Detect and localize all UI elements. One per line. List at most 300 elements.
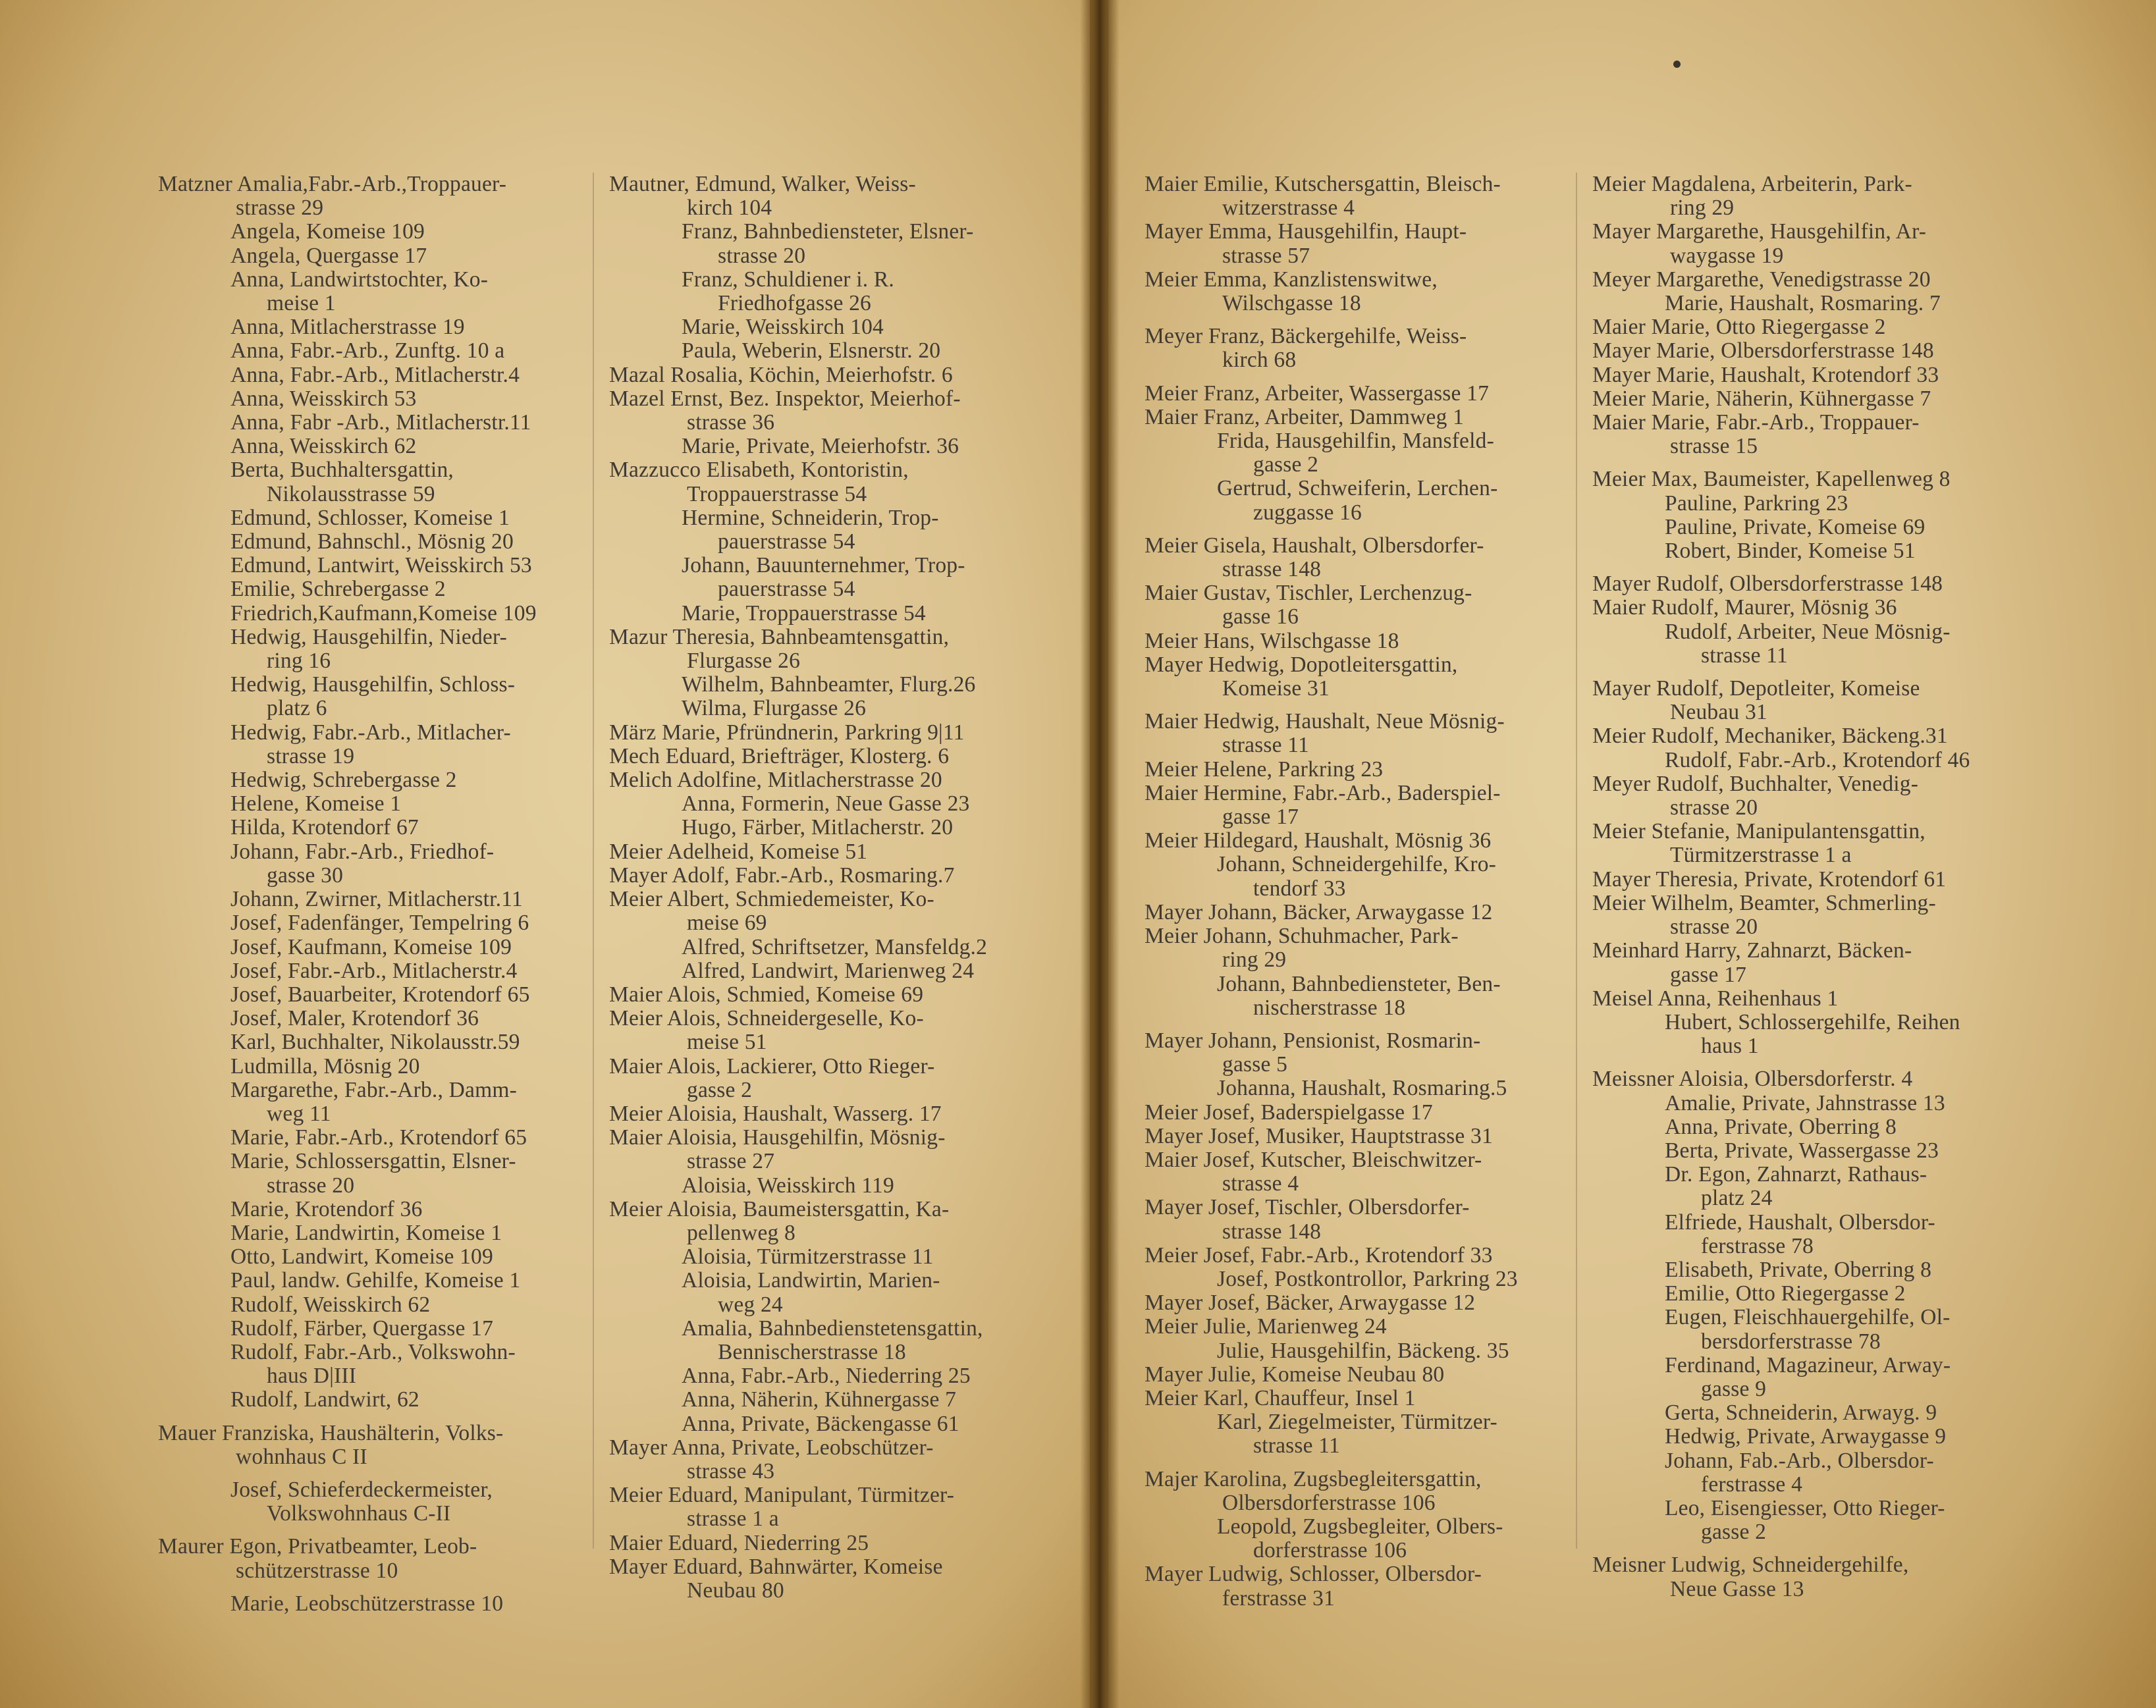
directory-entry: [609, 1555, 1044, 1603]
directory-entry: [609, 673, 1044, 697]
directory-entry: [158, 554, 586, 577]
entry-continuation: Volkswohnhaus C-II: [267, 1501, 451, 1526]
entry-continuation: strasse 20: [1670, 795, 1758, 820]
directory-entry: [1592, 1011, 2014, 1058]
entry-text: Mech Eduard, Briefträger, Klosterg. 6: [609, 743, 950, 768]
entry-continuation: strasse 148: [1222, 1219, 1322, 1244]
directory-entry: [1592, 772, 2014, 820]
entry-text: Anna, Näherin, Kühnergasse 7: [682, 1387, 957, 1412]
ink-dot: [1673, 61, 1681, 68]
entry-continuation: kirch 68: [1222, 348, 1297, 373]
directory-entry: [1592, 596, 2014, 620]
entry-continuation: schützerstrasse 10: [236, 1558, 398, 1583]
directory-entry: [158, 1245, 586, 1269]
entry-text: Josef, Bauarbeiter, Krotendorf 65: [230, 982, 530, 1007]
entry-text: Meier Josef, Fabr.-Arb., Krotendorf 33: [1145, 1242, 1493, 1268]
directory-entry: [1145, 1196, 1566, 1243]
directory-entry: [1145, 477, 1566, 524]
directory-entry: [158, 387, 586, 411]
entry-continuation: strasse 11: [1222, 733, 1309, 758]
entry-text: Ferdinand, Magazineur, Arway-: [1665, 1352, 1951, 1377]
entry-text: Wilhelm, Bahnbeamter, Flurg.26: [682, 672, 976, 697]
directory-entry: [609, 936, 1044, 959]
directory-entry: [609, 1412, 1044, 1436]
entry-text: Meisner Ludwig, Schneidergehilfe,: [1592, 1553, 1909, 1578]
directory-entry: [158, 315, 586, 339]
entry-text: Josef, Maler, Krotendorf 36: [230, 1006, 479, 1031]
entry-text: Hubert, Schlossergehilfe, Reihen: [1665, 1009, 1960, 1034]
directory-entry: [1592, 292, 2014, 315]
directory-entry: [609, 697, 1044, 720]
directory-entry: [1592, 1553, 2014, 1601]
entry-continuation: Neubau 31: [1670, 700, 1767, 725]
entry-text: Maier Franz, Arbeiter, Dammweg 1: [1145, 404, 1465, 429]
entry-text: Mayer Eduard, Bahnwärter, Komeise: [609, 1554, 943, 1579]
directory-entry: [1145, 1029, 1566, 1077]
entry-text: Anna, Formerin, Neue Gasse 23: [682, 791, 970, 816]
column-1: [158, 173, 586, 1616]
directory-entry: [1592, 1092, 2014, 1115]
entry-text: Franz, Schuldiener i. R.: [682, 267, 894, 292]
directory-entry: [1145, 924, 1566, 972]
entry-text: Maier Rudolf, Maurer, Mösnig 36: [1592, 595, 1897, 620]
directory-entry: [158, 911, 586, 935]
entry-text: Margarethe, Fabr.-Arb., Damm-: [230, 1077, 517, 1102]
entry-text: Hermine, Schneiderin, Trop-: [682, 505, 939, 530]
directory-entry: [1145, 1101, 1566, 1125]
directory-entry: [158, 530, 586, 554]
directory-entry: [609, 1245, 1044, 1269]
entry-text: Mayer Rudolf, Olbersdorferstrasse 148: [1592, 572, 1943, 597]
entry-continuation: strasse 11: [1253, 1433, 1340, 1458]
entry-text: Maier Marie, Fabr.-Arb., Troppauer-: [1592, 410, 1920, 435]
directory-entry: [1145, 629, 1566, 653]
entry-text: Meier Emma, Kanzlistenswitwe,: [1145, 267, 1438, 292]
entry-text: Mayer Josef, Musiker, Hauptstrasse 31: [1145, 1123, 1493, 1148]
entry-continuation: ferstrasse 4: [1701, 1472, 1803, 1497]
entry-continuation: ferstrasse 31: [1222, 1586, 1335, 1611]
entry-text: Maier Alois, Schmied, Komeise 69: [609, 982, 924, 1007]
directory-entry: [1145, 1410, 1566, 1458]
directory-entry: [1145, 1077, 1566, 1100]
directory-entry: [1592, 516, 2014, 539]
directory-entry: [158, 1388, 586, 1412]
directory-entry: [158, 1055, 586, 1079]
entry-continuation: gasse 17: [1670, 962, 1747, 987]
entry-text: Aloisia, Landwirtin, Marien-: [682, 1268, 940, 1293]
entry-text: Josef, Fadenfänger, Tempelring 6: [230, 911, 529, 936]
entry-text: Meier Aloisia, Haushalt, Wasserg. 17: [609, 1101, 942, 1126]
directory-entry: [609, 1126, 1044, 1173]
entry-text: Johann, Fab.-Arb., Olbersdor-: [1665, 1448, 1934, 1473]
entry-continuation: Türmitzerstrasse 1 a: [1670, 843, 1852, 868]
directory-entry: [158, 792, 586, 816]
entry-text: Mazal Rosalia, Köchin, Meierhofstr. 6: [609, 362, 953, 387]
directory-entry: [158, 506, 586, 530]
entry-text: Marie, Fabr.-Arb., Krotendorf 65: [230, 1125, 527, 1150]
directory-entry: [609, 387, 1044, 435]
entry-text: Marie, Troppauerstrasse 54: [682, 600, 926, 626]
entry-text: Mayer Theresia, Private, Krotendorf 61: [1592, 867, 1947, 892]
entry-text: Hedwig, Schrebergasse 2: [230, 768, 457, 793]
directory-entry: [609, 363, 1044, 387]
directory-entry: [158, 1269, 586, 1293]
directory-entry: [609, 864, 1044, 888]
entry-text: Anna, Weisskirch 62: [230, 434, 417, 459]
entry-text: Amalie, Private, Jahnstrasse 13: [1665, 1090, 1945, 1115]
directory-entry: [1592, 677, 2014, 724]
directory-entry: [158, 1478, 586, 1526]
directory-entry: [609, 268, 1044, 315]
entry-text: Maier Josef, Kutscher, Bleischwitzer-: [1145, 1147, 1482, 1172]
entry-text: Rudolf, Weisskirch 62: [230, 1292, 431, 1317]
entry-text: Hugo, Färber, Mitlacherstr. 20: [682, 815, 954, 840]
entry-text: Maier Marie, Otto Riegergasse 2: [1592, 315, 1886, 340]
directory-entry: [609, 626, 1044, 673]
entry-continuation: strasse 27: [687, 1149, 775, 1174]
entry-text: Rudolf, Arbeiter, Neue Mösnig-: [1665, 619, 1951, 644]
entry-continuation: meise 1: [267, 291, 336, 316]
entry-text: Angela, Komeise 109: [230, 219, 425, 244]
entry-continuation: pauerstrasse 54: [718, 577, 855, 602]
directory-entry: [1592, 387, 2014, 411]
entry-text: Meier Eduard, Manipulant, Türmitzer-: [609, 1483, 955, 1508]
directory-entry: [609, 959, 1044, 983]
entry-continuation: ring 16: [267, 649, 331, 674]
entry-text: Meyer Rudolf, Buchhalter, Venedig-: [1592, 771, 1919, 796]
entry-continuation: strasse 148: [1222, 557, 1322, 582]
directory-entry: [1145, 1515, 1566, 1562]
entry-text: Emilie, Schrebergasse 2: [230, 577, 446, 602]
entry-text: Anna, Private, Oberring 8: [1665, 1114, 1897, 1139]
directory-entry: [609, 220, 1044, 267]
entry-text: Meier Gisela, Haushalt, Olbersdorfer-: [1145, 533, 1484, 558]
entry-text: Alfred, Schriftsetzer, Mansfeldg.2: [682, 934, 988, 959]
directory-entry: [158, 1592, 586, 1616]
entry-continuation: pauerstrasse 54: [718, 529, 855, 554]
entry-text: Meier Adelheid, Komeise 51: [609, 839, 868, 864]
directory-entry: [158, 983, 586, 1007]
directory-entry: [158, 936, 586, 959]
entry-text: Anna, Fabr -Arb., Mitlacherstr.11: [230, 410, 531, 435]
entry-continuation: Bennischerstrasse 18: [718, 1339, 906, 1364]
entry-text: Franz, Bahnbediensteter, Elsner-: [682, 219, 974, 244]
directory-entry: [609, 1436, 1044, 1483]
directory-entry: [1145, 1339, 1566, 1363]
directory-entry: [609, 745, 1044, 768]
entry-text: Maier Aloisia, Hausgehilfin, Mösnig-: [609, 1125, 946, 1150]
entry-continuation: zuggasse 16: [1253, 500, 1362, 525]
directory-entry: [609, 435, 1044, 458]
entry-continuation: platz 24: [1701, 1186, 1773, 1211]
directory-entry: [1592, 1306, 2014, 1353]
directory-entry: [158, 1126, 586, 1150]
entry-text: Maier Alois, Lackierer, Otto Rieger-: [609, 1054, 935, 1079]
directory-entry: [1592, 892, 2014, 939]
entry-text: Meisel Anna, Reihenhaus 1: [1592, 986, 1839, 1011]
directory-entry: [158, 888, 586, 911]
directory-entry: [609, 768, 1044, 792]
directory-entry: [609, 1532, 1044, 1555]
entry-text: Meyer Margarethe, Venedigstrasse 20: [1592, 267, 1931, 292]
entry-text: Mayer Emma, Hausgehilfin, Haupt-: [1145, 219, 1467, 244]
column-rule-right: [1576, 173, 1577, 1549]
column-4: [1592, 173, 2014, 1601]
entry-continuation: strasse 29: [236, 196, 324, 221]
directory-entry: [609, 1102, 1044, 1126]
directory-entry: [1592, 1282, 2014, 1306]
directory-entry: [609, 1198, 1044, 1245]
directory-entry: [1592, 868, 2014, 892]
entry-text: Mazur Theresia, Bahnbeamtensgattin,: [609, 624, 950, 649]
entry-text: Paula, Weberin, Elsnerstr. 20: [682, 338, 941, 363]
entry-text: Paul, landw. Gehilfe, Komeise 1: [230, 1268, 521, 1293]
entry-text: Meier Franz, Arbeiter, Wassergasse 17: [1145, 381, 1490, 406]
directory-entry: [1592, 620, 2014, 668]
directory-entry: [609, 173, 1044, 220]
entry-continuation: strasse 36: [687, 410, 775, 435]
directory-entry: [158, 411, 586, 435]
entry-continuation: gasse 17: [1222, 805, 1299, 830]
entry-continuation: Olbersdorferstrasse 106: [1222, 1490, 1436, 1515]
directory-entry: [609, 1317, 1044, 1364]
entry-text: Gertrud, Schweiferin, Lerchen-: [1217, 476, 1498, 501]
directory-entry: [158, 1535, 586, 1582]
entry-text: Elisabeth, Private, Oberring 8: [1665, 1257, 1932, 1282]
entry-text: Maier Emilie, Kutschersgattin, Bleisch-: [1145, 172, 1501, 196]
entry-text: Meier Julie, Marienweg 24: [1145, 1314, 1387, 1339]
entry-continuation: strasse 20: [1670, 915, 1758, 940]
entry-text: Meinhard Harry, Zahnarzt, Bäcken-: [1592, 938, 1912, 963]
entry-text: Hilda, Krotendorf 67: [230, 815, 419, 840]
directory-entry: [158, 673, 586, 720]
entry-text: Amalia, Bahnbedienstetensgattin,: [682, 1316, 983, 1341]
entry-text: Mayer Johann, Bäcker, Arwaygasse 12: [1145, 899, 1493, 924]
entry-text: Mayer Rudolf, Depotleiter, Komeise: [1592, 676, 1920, 701]
entry-text: Marie, Weisskirch 104: [682, 315, 884, 340]
directory-entry: [1145, 901, 1566, 924]
directory-entry: [1592, 1425, 2014, 1449]
entry-text: Berta, Private, Wassergasse 23: [1665, 1138, 1939, 1163]
entry-text: Julie, Hausgehilfin, Bäckeng. 35: [1217, 1338, 1509, 1363]
entry-text: Marie, Schlossersgattin, Elsner-: [230, 1149, 516, 1174]
entry-continuation: kirch 104: [687, 196, 772, 221]
directory-entry: [1145, 1562, 1566, 1610]
directory-entry: [158, 268, 586, 315]
entry-continuation: nischerstrasse 18: [1253, 995, 1406, 1020]
entry-continuation: strasse 20: [718, 243, 806, 268]
entry-continuation: haus 1: [1701, 1034, 1759, 1059]
directory-entry: [1592, 315, 2014, 339]
entry-text: Meier Hildegard, Haushalt, Mösnig 36: [1145, 828, 1492, 853]
directory-entry: [1592, 1211, 2014, 1258]
directory-entry: [1592, 1497, 2014, 1544]
directory-entry: [609, 1007, 1044, 1054]
entry-text: Mayer Josef, Bäcker, Arwaygasse 12: [1145, 1291, 1476, 1316]
entry-text: Meier Albert, Schmiedemeister, Ko-: [609, 887, 934, 912]
directory-entry: [1592, 220, 2014, 267]
entry-text: Hedwig, Hausgehilfin, Schloss-: [230, 672, 516, 697]
entry-text: Karl, Buchhalter, Nikolausstr.59: [230, 1030, 520, 1055]
entry-text: Marie, Haushalt, Rosmaring. 7: [1665, 291, 1941, 316]
directory-entry: [1145, 1244, 1566, 1268]
directory-entry: [158, 220, 586, 244]
entry-continuation: pellenweg 8: [687, 1220, 795, 1245]
entry-continuation: ferstrasse 78: [1701, 1233, 1814, 1258]
directory-entry: [609, 1269, 1044, 1316]
entry-text: Edmund, Schlosser, Komeise 1: [230, 505, 510, 530]
directory-entry: [1592, 749, 2014, 772]
directory-entry: [1145, 325, 1566, 372]
directory-entry: [609, 1483, 1044, 1531]
directory-entry: [1592, 939, 2014, 986]
entry-text: Maier Gustav, Tischler, Lerchenzug-: [1145, 581, 1472, 606]
directory-entry: [158, 721, 586, 768]
entry-continuation: Wilschgasse 18: [1222, 291, 1361, 316]
directory-entry: [609, 339, 1044, 363]
directory-entry: [158, 626, 586, 673]
entry-text: Alfred, Landwirt, Marienweg 24: [682, 958, 975, 983]
entry-text: Marie, Landwirtin, Komeise 1: [230, 1220, 502, 1245]
entry-text: Anna, Private, Bäckengasse 61: [682, 1411, 959, 1436]
directory-entry: [1145, 653, 1566, 701]
column-3: [1145, 173, 1566, 1611]
entry-text: Eugen, Fleischhauergehilfe, Ol-: [1665, 1305, 1951, 1330]
entry-text: Rudolf, Färber, Quergasse 17: [230, 1316, 494, 1341]
directory-entry: [1145, 782, 1566, 829]
directory-entry: [1145, 829, 1566, 853]
directory-entry: [158, 1079, 586, 1126]
directory-entry: [158, 1341, 586, 1388]
directory-entry: [158, 1150, 586, 1197]
entry-text: Emilie, Otto Riegergasse 2: [1665, 1281, 1906, 1306]
column-2: [609, 173, 1044, 1603]
directory-entry: [1592, 572, 2014, 596]
directory-entry: [1145, 268, 1566, 315]
entry-continuation: tendorf 33: [1253, 876, 1346, 901]
entry-continuation: gasse 2: [687, 1077, 753, 1102]
directory-entry: [1592, 363, 2014, 387]
entry-text: Pauline, Private, Komeise 69: [1665, 514, 1926, 539]
directory-entry: [1145, 1315, 1566, 1339]
entry-text: Josef, Fabr.-Arb., Mitlacherstr.4: [230, 958, 518, 983]
entry-text: Maurer Egon, Privatbeamter, Leob-: [158, 1534, 477, 1559]
entry-continuation: ring 29: [1670, 196, 1735, 221]
entry-text: Anna, Fabr.-Arb., Niederring 25: [682, 1364, 971, 1389]
entry-text: Johann, Fabr.-Arb., Friedhof-: [230, 839, 495, 864]
entry-text: Dr. Egon, Zahnarzt, Rathaus-: [1665, 1162, 1927, 1187]
directory-entry: [1592, 467, 2014, 491]
directory-entry: [1592, 820, 2014, 867]
directory-entry: [158, 244, 586, 268]
book-gutter: [1080, 0, 1119, 1708]
directory-entry: [1145, 1291, 1566, 1315]
directory-entry: [1145, 1268, 1566, 1291]
entry-text: Rudolf, Fabr.-Arb., Krotendorf 46: [1665, 747, 1970, 772]
directory-entry: [609, 792, 1044, 816]
entry-text: Meier Magdalena, Arbeiterin, Park-: [1592, 172, 1912, 196]
entry-continuation: Neubau 80: [687, 1578, 784, 1603]
directory-entry: [609, 1364, 1044, 1388]
directory-entry: [158, 602, 586, 626]
entry-continuation: weg 11: [267, 1101, 331, 1126]
entry-continuation: gasse 2: [1701, 1520, 1767, 1545]
entry-continuation: Komeise 31: [1222, 676, 1330, 701]
entry-text: Mayer Anna, Private, Leobschützer-: [609, 1435, 934, 1460]
entry-text: Meier Hans, Wilschgasse 18: [1145, 628, 1399, 653]
directory-entry: [158, 339, 586, 363]
directory-entry: [1145, 853, 1566, 900]
entry-text: Maier Hermine, Fabr.-Arb., Baderspiel-: [1145, 780, 1501, 805]
directory-entry: [1592, 339, 2014, 363]
entry-text: Elfriede, Haushalt, Olbersdor-: [1665, 1210, 1935, 1235]
entry-continuation: strasse 15: [1670, 434, 1758, 459]
directory-entry: [158, 173, 586, 220]
directory-entry: [609, 602, 1044, 626]
directory-entry: [1592, 1067, 2014, 1091]
entry-text: Josef, Kaufmann, Komeise 109: [230, 934, 512, 959]
directory-entry: [158, 435, 586, 458]
directory-entry: [1145, 534, 1566, 581]
entry-continuation: weg 24: [718, 1292, 783, 1317]
directory-entry: [1145, 1125, 1566, 1148]
entry-continuation: strasse 4: [1222, 1171, 1299, 1196]
entry-text: Meier Karl, Chauffeur, Insel 1: [1145, 1385, 1416, 1410]
directory-entry: [609, 458, 1044, 506]
directory-entry: [158, 1221, 586, 1245]
entry-continuation: wohnhaus C II: [236, 1444, 367, 1469]
entry-text: Mayer Adolf, Fabr.-Arb., Rosmaring.7: [609, 863, 955, 888]
directory-entry: [609, 816, 1044, 840]
entry-continuation: haus D|III: [267, 1364, 357, 1389]
directory-entry: [1145, 173, 1566, 220]
directory-entry: [158, 1198, 586, 1221]
entry-text: Marie, Leobschützerstrasse 10: [230, 1591, 504, 1616]
entry-text: Johann, Bauunternehmer, Trop-: [682, 553, 965, 578]
entry-text: Meier Wilhelm, Beamter, Schmerling-: [1592, 890, 1936, 915]
entry-text: Maier Eduard, Niederring 25: [609, 1530, 869, 1555]
entry-text: Edmund, Lantwirt, Weisskirch 53: [230, 553, 532, 578]
directory-entry: [609, 1388, 1044, 1412]
entry-text: Anna, Mitlacherstrasse 19: [230, 315, 465, 340]
directory-entry: [158, 1007, 586, 1030]
entry-text: Mazel Ernst, Bez. Inspektor, Meierhof-: [609, 386, 961, 411]
directory-entry: [1145, 1387, 1566, 1410]
entry-text: Friedrich,Kaufmann,Komeise 109: [230, 600, 537, 626]
entry-text: Otto, Landwirt, Komeise 109: [230, 1244, 493, 1269]
entry-text: Angela, Quergasse 17: [230, 243, 427, 268]
entry-continuation: strasse 43: [687, 1458, 775, 1483]
entry-text: Meyer Franz, Bäckergehilfe, Weiss-: [1145, 324, 1467, 349]
directory-entry: [158, 840, 586, 888]
entry-text: Berta, Buchhaltersgattin,: [230, 458, 454, 483]
directory-entry: [1592, 1354, 2014, 1401]
directory-entry: [158, 959, 586, 983]
directory-entry: [609, 554, 1044, 601]
entry-continuation: Nikolausstrasse 59: [267, 481, 435, 506]
directory-entry: [1145, 429, 1566, 477]
entry-text: Maier Hedwig, Haushalt, Neue Mösnig-: [1145, 709, 1505, 734]
entry-text: Rudolf, Fabr.-Arb., Volkswohn-: [230, 1339, 516, 1364]
directory-entry: [158, 1293, 586, 1317]
entry-continuation: witzerstrasse 4: [1222, 196, 1355, 221]
entry-text: Meier Josef, Baderspielgasse 17: [1145, 1100, 1433, 1125]
directory-entry: [1592, 492, 2014, 516]
entry-text: Majer Karolina, Zugsbegleitersgattin,: [1145, 1466, 1482, 1491]
directory-entry: [1145, 1363, 1566, 1387]
entry-continuation: strasse 57: [1222, 243, 1310, 268]
entry-text: Marie, Private, Meierhofstr. 36: [682, 434, 959, 459]
